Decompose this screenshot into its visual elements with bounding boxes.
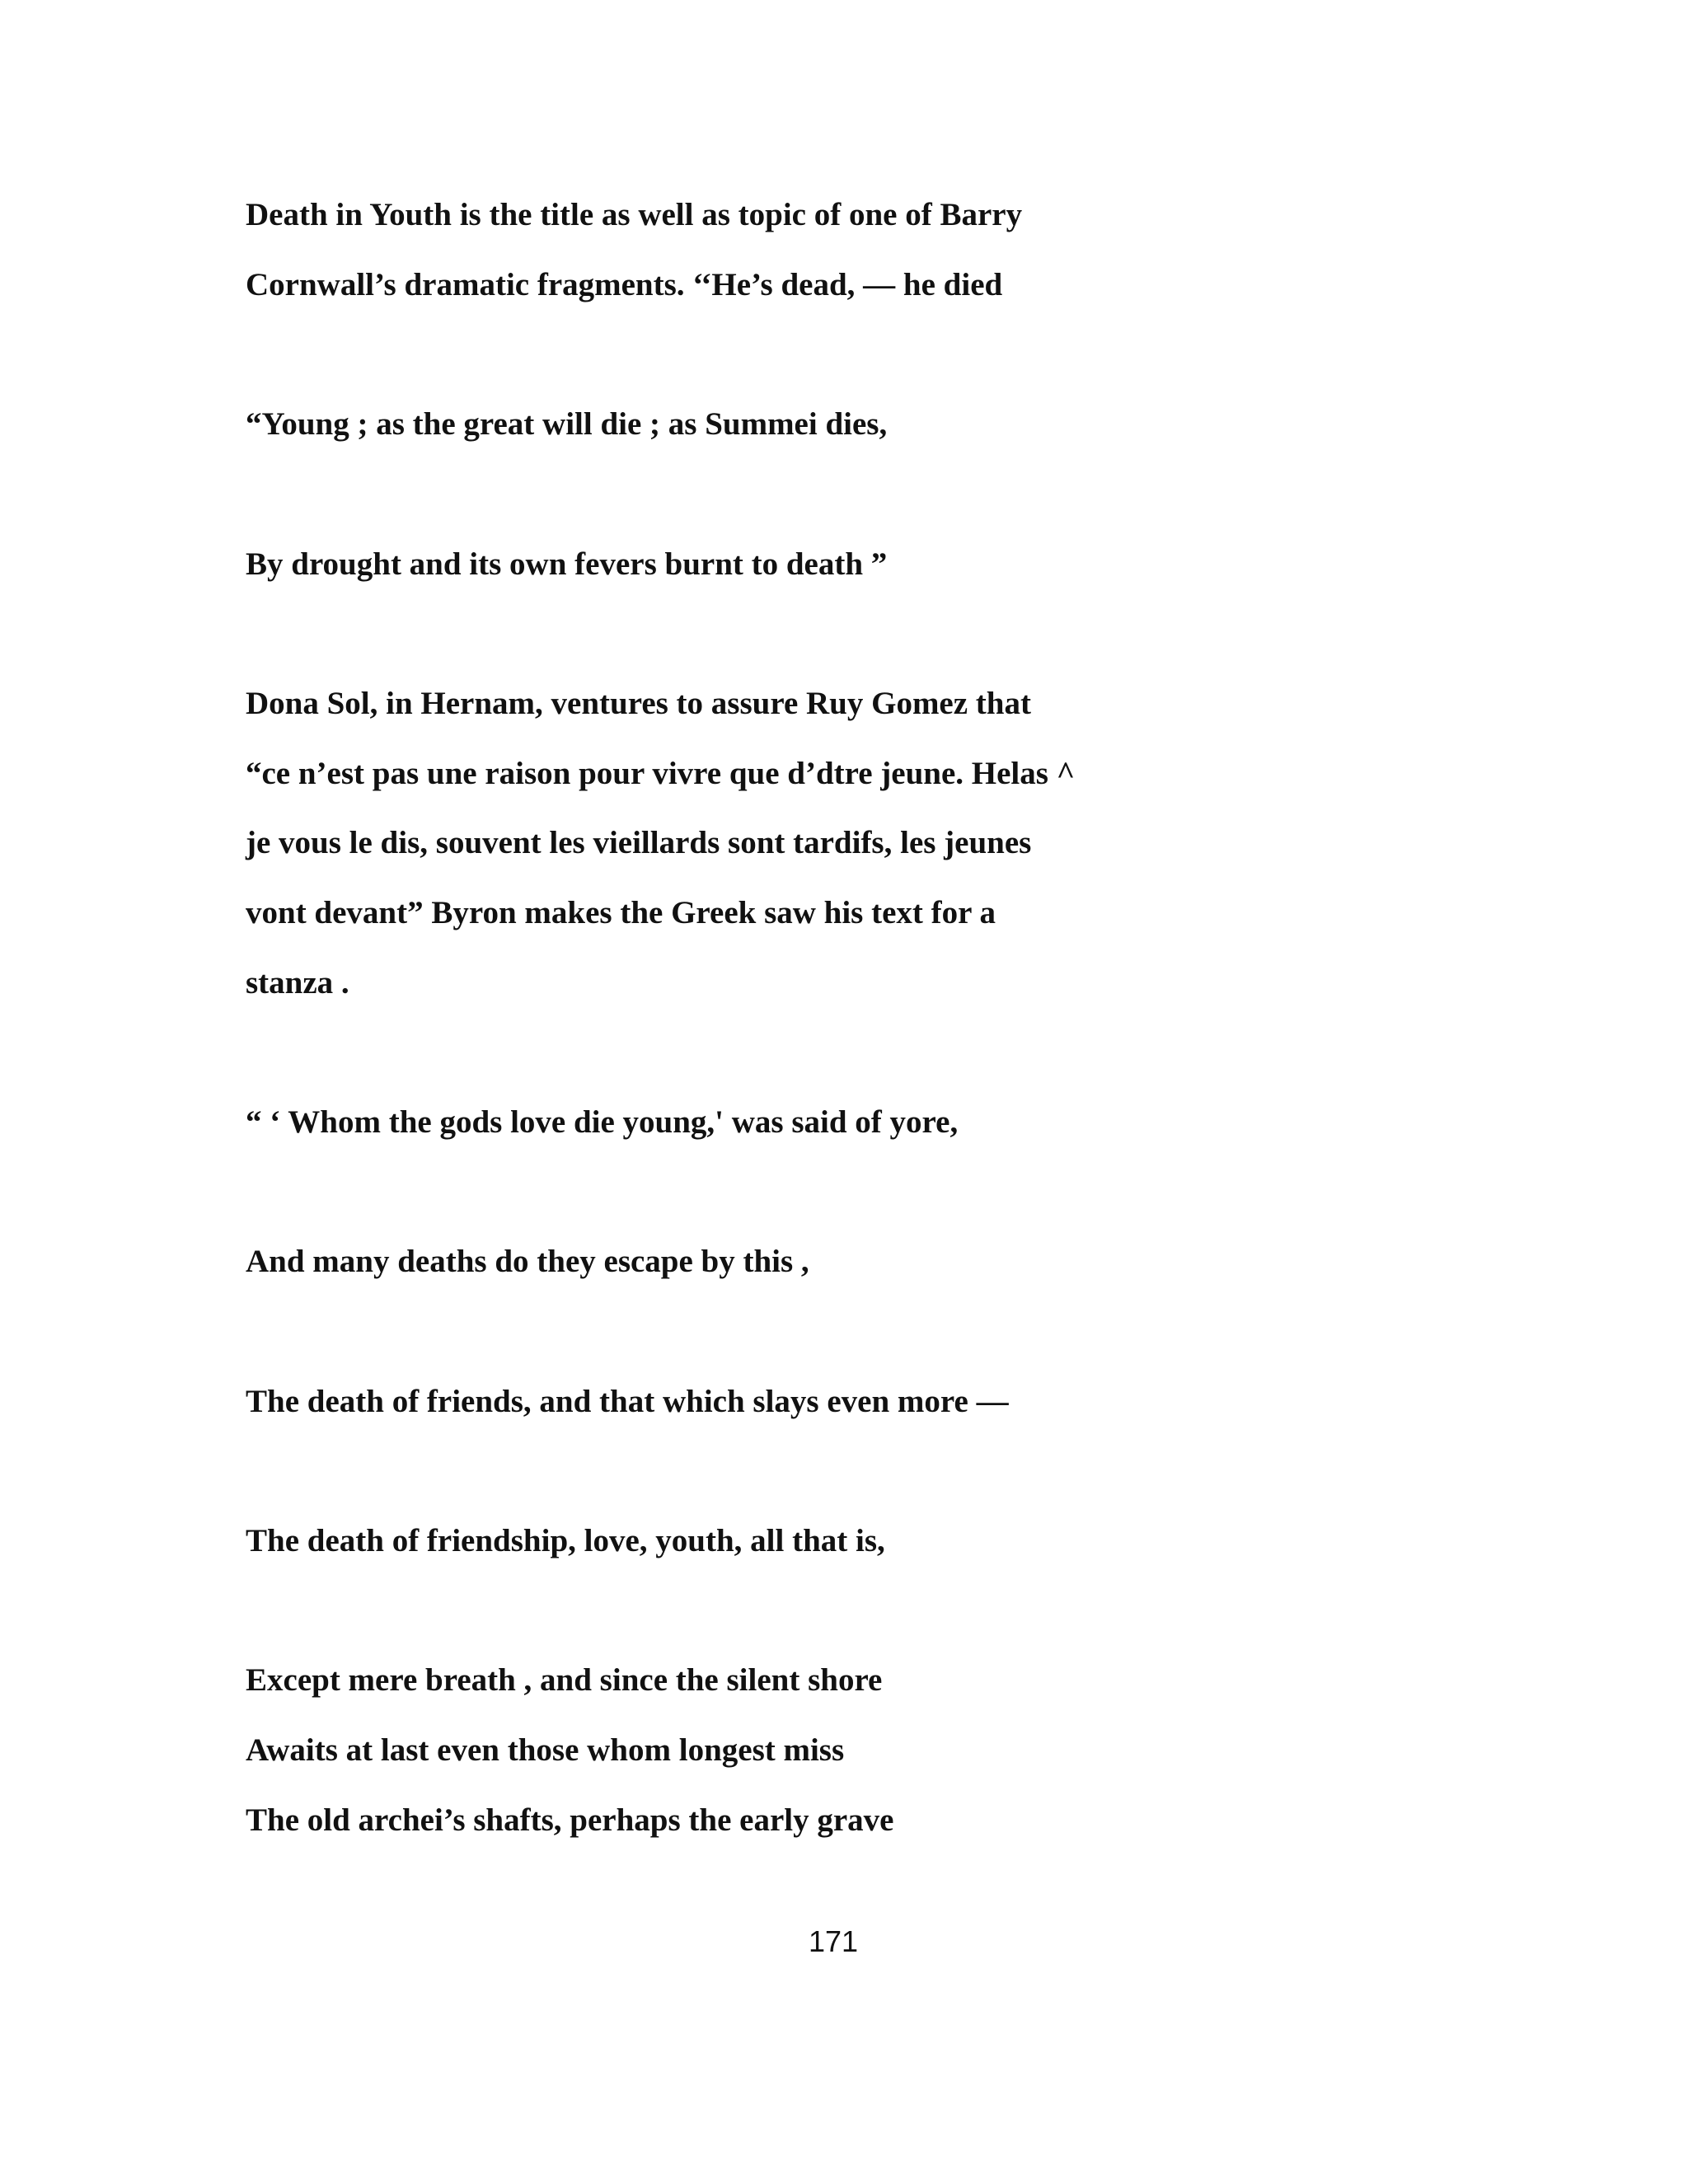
text-line: By drought and its own fevers burnt to death ” bbox=[246, 546, 888, 582]
text-line: The death of friends, and that which slays even more — bbox=[246, 1384, 1009, 1419]
text-line: stanza . bbox=[246, 965, 349, 1001]
text-line: Dona Sol, in Hernam, ventures to assure Ruy Gomez that bbox=[246, 686, 1031, 721]
text-line: je vous le dis, souvent les vieillards sont tardifs, les jeunes bbox=[246, 825, 1032, 860]
text-line: “ce n’est pas une raison pour vivre que d’dtre jeune. Helas ^ bbox=[246, 756, 1076, 791]
text-line: Except mere breath , and since the silent shore bbox=[246, 1662, 883, 1698]
text-line: Death in Youth is the title as well as topic of one of Barry bbox=[246, 197, 1023, 232]
page-number: 171 bbox=[808, 1924, 859, 1958]
text-line: The death of friendship, love, youth, all that is, bbox=[246, 1523, 885, 1558]
text-line: And many deaths do they escape by this , bbox=[246, 1244, 809, 1279]
text-line: Awaits at last even those whom longest miss bbox=[246, 1732, 845, 1768]
text-line: The old archei’s shafts, perhaps the early grave bbox=[246, 1802, 894, 1838]
text-line: “ ‘ Whom the gods love die young,' was said of yore, bbox=[246, 1104, 959, 1140]
text-line: “Young ; as the great will die ; as Summei dies, bbox=[246, 406, 888, 442]
text-line: Cornwall’s dramatic fragments. ‘‘He’s dead, — he died bbox=[246, 267, 1003, 302]
text-line: vont devant” Byron makes the Greek saw his text for a bbox=[246, 895, 996, 930]
